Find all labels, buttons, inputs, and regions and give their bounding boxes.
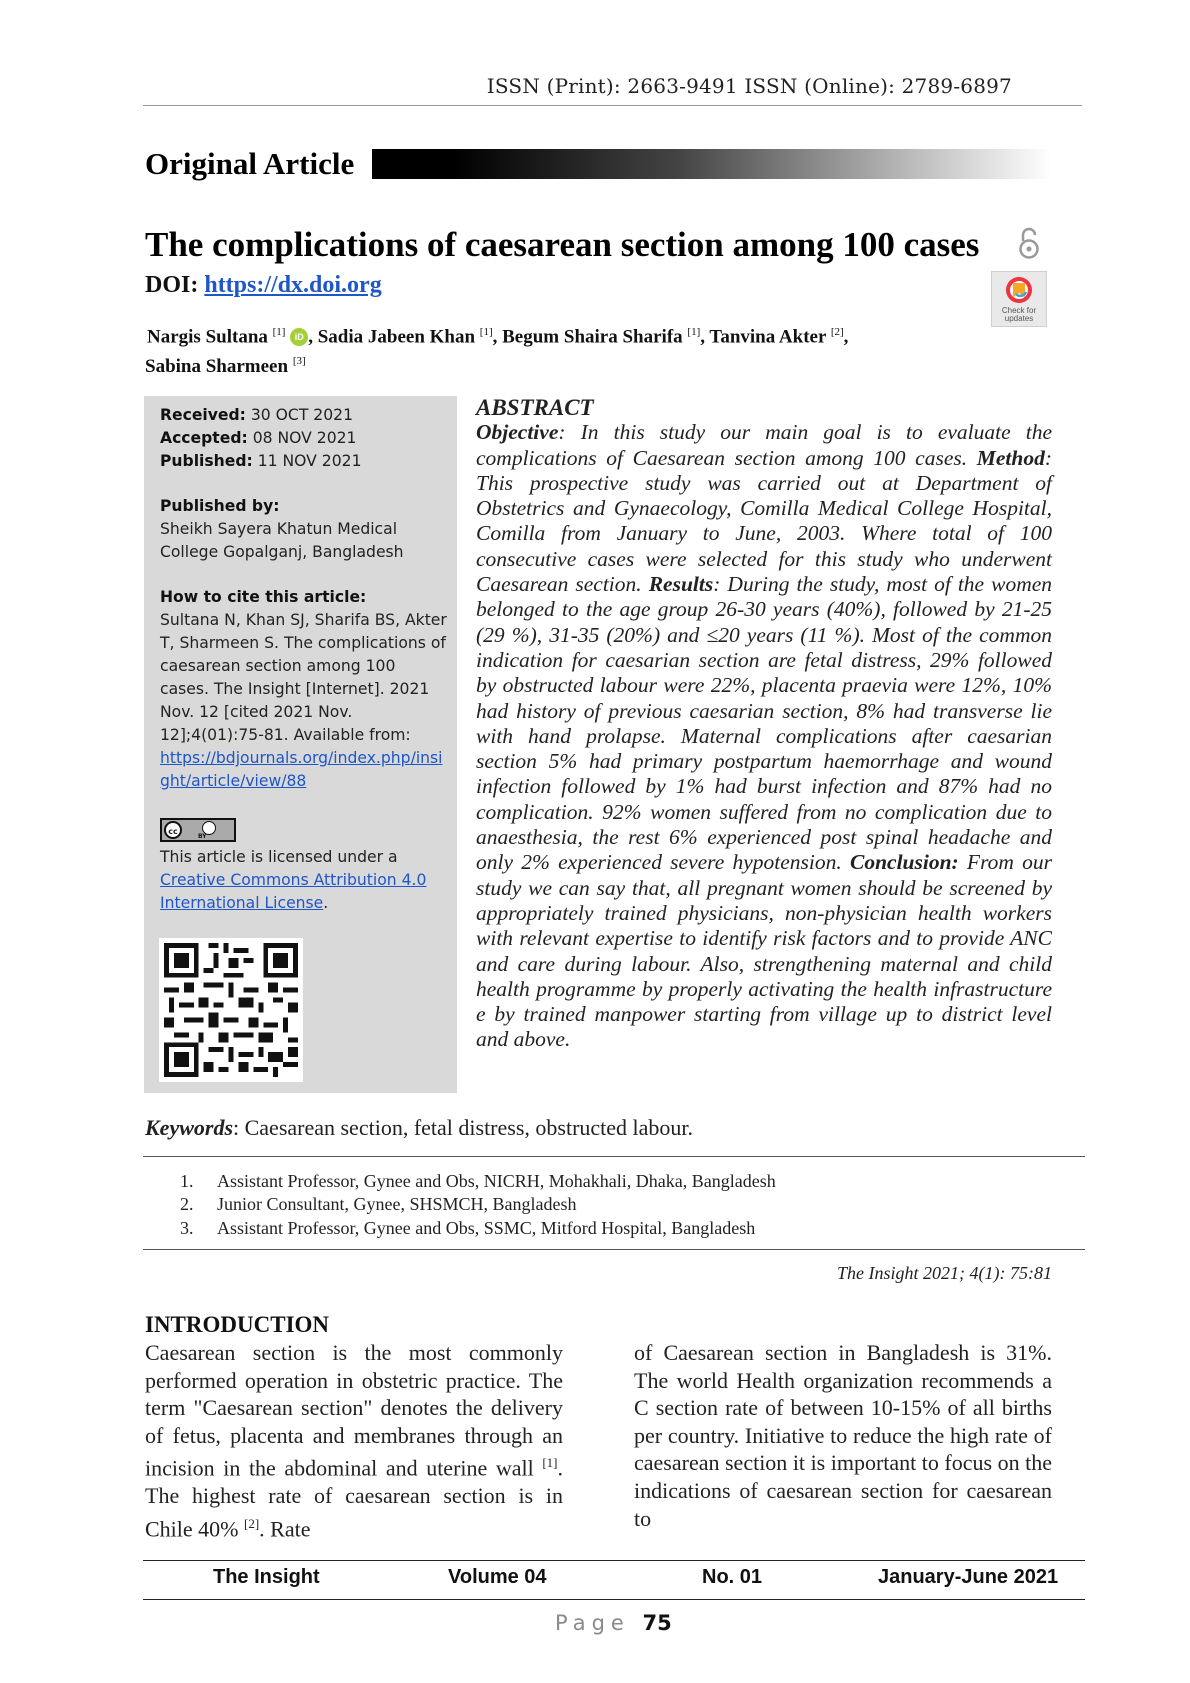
keywords-line <box>145 1115 693 1141</box>
reference-marker[interactable]: [2] <box>244 1515 260 1531</box>
affiliation-ref: [1] <box>479 326 493 338</box>
author-separator: , <box>843 326 849 348</box>
published-value: 11 NOV 2021 <box>257 452 362 470</box>
author-name: , Sadia Jabeen Khan <box>308 326 476 348</box>
affiliations-bottom-rule <box>143 1249 1085 1250</box>
affiliation-item <box>180 1193 776 1216</box>
license-text: This article is licensed under a <box>160 848 398 866</box>
affiliation-ref: [3] <box>292 355 306 368</box>
affiliation-item <box>180 1217 776 1240</box>
check-for-updates-label: Check for updates <box>1001 306 1037 323</box>
affiliation-text: Assistant Professor, Gynee and Obs, SSMC, Mitford Hospital, Bangladesh <box>217 1217 756 1238</box>
affiliation-number: 1. <box>180 1171 194 1191</box>
orcid-icon[interactable]: iD <box>290 328 308 346</box>
received-value: 30 OCT 2021 <box>250 406 353 424</box>
section-label: Original Article <box>145 146 355 181</box>
objective-label: Objective <box>476 420 559 445</box>
page-number-value: 75 <box>642 1611 672 1635</box>
author-name: Nargis Sultana <box>147 326 268 348</box>
publisher-label: Published by: <box>160 497 280 515</box>
page-label: Page <box>555 1611 630 1635</box>
header-rule <box>143 105 1082 106</box>
conclusion-text: From our study we can say that, all pregnant women should be screened by appropriately trained physicians, non-physician health workers with relevant expertise to identify risk factors and to provide ANC and care during labour. Also, strengthening maternal and child health programme by properly activating the health infrastructure e by trained manpower starting from village up to district level and above. <box>476 850 1052 1052</box>
method-text: : This prospective study was carried out at Department of Obstetrics and Gynaecology, Comilla Medical College Hospital, Comilla from January to June, 2003. Where total of 100 consecutive cases were selected for this study who underwent Caesarean section. <box>476 445 1053 597</box>
footer-number: No. 01 <box>702 1566 763 1588</box>
affiliation-number: 3. <box>180 1217 194 1238</box>
keywords-text: : Caesarean section, fetal distress, obstructed labour. <box>233 1115 694 1140</box>
footer-bottom-rule <box>143 1599 1085 1600</box>
method-label: Method <box>976 445 1045 470</box>
license-link[interactable]: Creative Commons Attribution 4.0 International License <box>160 871 427 912</box>
keywords-label: Keywords <box>145 1115 233 1140</box>
issn-line: ISSN (Print): 2663-9491 ISSN (Online): 2789-6897 <box>486 74 1012 98</box>
results-text: : During the study, most of the women belonged to the age group 26-30 years (40%), followed by 21-25 (29 %), 31-35 (20%) and ≤20 years (11 %). Most of the common indication for caesarian section are fetal distress, 29% followed by obstructed labour were 22%, placenta praevia were 12%, 10% had history of previous caesarian section, 8% had transverse lie with hand prolapse. Maternal complications after caesarian section 5% had primary postpartum haemorrhage and wound infection followed by 1% had burst infection and 87% had no complication. 92% women suffered from no complication due to anaesthesia, the rest 6% experienced post spinal headache and only 2% experienced severe hypotension. <box>476 572 1053 875</box>
abstract-block <box>476 395 1052 1053</box>
journal-citation: The Insight 2021; 4(1): 75:81 <box>837 1263 1052 1283</box>
introduction-column-2: of Caesarean section in Bangladesh is 31%. The world Health organization recommends a C section rate of between 10-15% of all births per country. Initiative to reduce the high rate of caesarean section it is important to focus on the indications of caesarean section for caesarean to <box>634 1340 1052 1531</box>
open-access-icon <box>1016 226 1042 260</box>
author-name: , Begum Shaira Sharifa <box>492 326 683 348</box>
affiliation-ref: [1] <box>687 326 701 338</box>
accepted-label: Accepted: <box>160 429 248 447</box>
article-title: The complications of caesarean section among 100 cases <box>145 225 980 264</box>
crossmark-icon <box>992 274 1046 308</box>
accepted-date <box>160 427 449 450</box>
section-gradient-bar <box>372 149 1052 179</box>
introduction-column-1 <box>145 1339 563 1543</box>
received-date <box>160 404 449 427</box>
doi-label: DOI: <box>145 272 199 298</box>
affiliation-item <box>180 1170 776 1193</box>
abstract-heading: ABSTRACT <box>476 395 594 420</box>
affiliations-top-rule <box>143 1156 1085 1157</box>
intro-text: Caesarean section is the most commonly performed operation in obstetric practice. The term "Caesarean section" denotes the delivery of fetus, placenta and membranes through an incision in the abdominal and uterine wall <box>145 1340 563 1481</box>
footer-journal: The Insight <box>213 1566 320 1588</box>
footer-volume: Volume 04 <box>448 1566 547 1588</box>
author-name: Sabina Sharmeen <box>145 355 289 377</box>
by-label: BY <box>198 833 207 840</box>
doi-link[interactable]: https://dx.doi.org <box>204 272 382 298</box>
cc-by-license-badge[interactable] <box>160 818 236 842</box>
check-for-updates-button[interactable] <box>991 271 1047 327</box>
affiliation-ref: [1] <box>272 326 286 338</box>
doi-line <box>145 272 382 299</box>
publisher-name: Sheikh Sayera Khatun Medical College Gopalganj, Bangladesh <box>160 520 404 561</box>
article-url-link[interactable]: https://bdjournals.org/index.php/insight/article/view/88 <box>160 749 443 790</box>
reference-marker[interactable]: [1] <box>542 1455 558 1471</box>
author-list <box>147 320 1047 379</box>
footer-period: January-June 2021 <box>878 1566 1059 1588</box>
conclusion-label: Conclusion: <box>849 850 959 875</box>
license-period: . <box>323 894 329 912</box>
published-date <box>160 450 449 473</box>
accepted-value: 08 NOV 2021 <box>252 429 357 447</box>
published-label: Published: <box>160 452 253 470</box>
affiliation-text: Junior Consultant, Gynee, SHSMCH, Bangladesh <box>217 1194 577 1215</box>
affiliation-text: Assistant Professor, Gynee and Obs, NICRH, Mohakhali, Dhaka, Bangladesh <box>217 1171 776 1191</box>
page-number <box>555 1611 672 1635</box>
received-label: Received: <box>160 406 246 424</box>
introduction-heading: INTRODUCTION <box>145 1312 330 1337</box>
qr-code-icon[interactable] <box>159 938 303 1082</box>
cite-text: Sultana N, Khan SJ, Sharifa BS, Akter T, Sharmeen S. The complications of caesarean section among 100 cases. The Insight [Internet]. 2021 Nov. 12 [cited 2021 Nov. 12];4(01):75-81. Available from: <box>160 611 447 744</box>
footer-top-rule <box>143 1560 1085 1561</box>
cite-label: How to cite this article: <box>160 588 367 606</box>
results-label: Results <box>648 572 714 597</box>
objective-text: : In this study our main goal is to evaluate the complications of Caesarean section among 100 cases. <box>476 420 1052 470</box>
intro-text: . The highest rate of caesarean section is in Chile 40% <box>145 1455 563 1542</box>
intro-text: . Rate <box>259 1516 311 1542</box>
author-name: , Tanvina Akter <box>700 326 827 348</box>
affiliation-number: 2. <box>180 1194 194 1215</box>
affiliations-list <box>180 1170 776 1240</box>
cc-icon: cc <box>164 821 182 839</box>
affiliation-ref: [2] <box>830 326 844 338</box>
